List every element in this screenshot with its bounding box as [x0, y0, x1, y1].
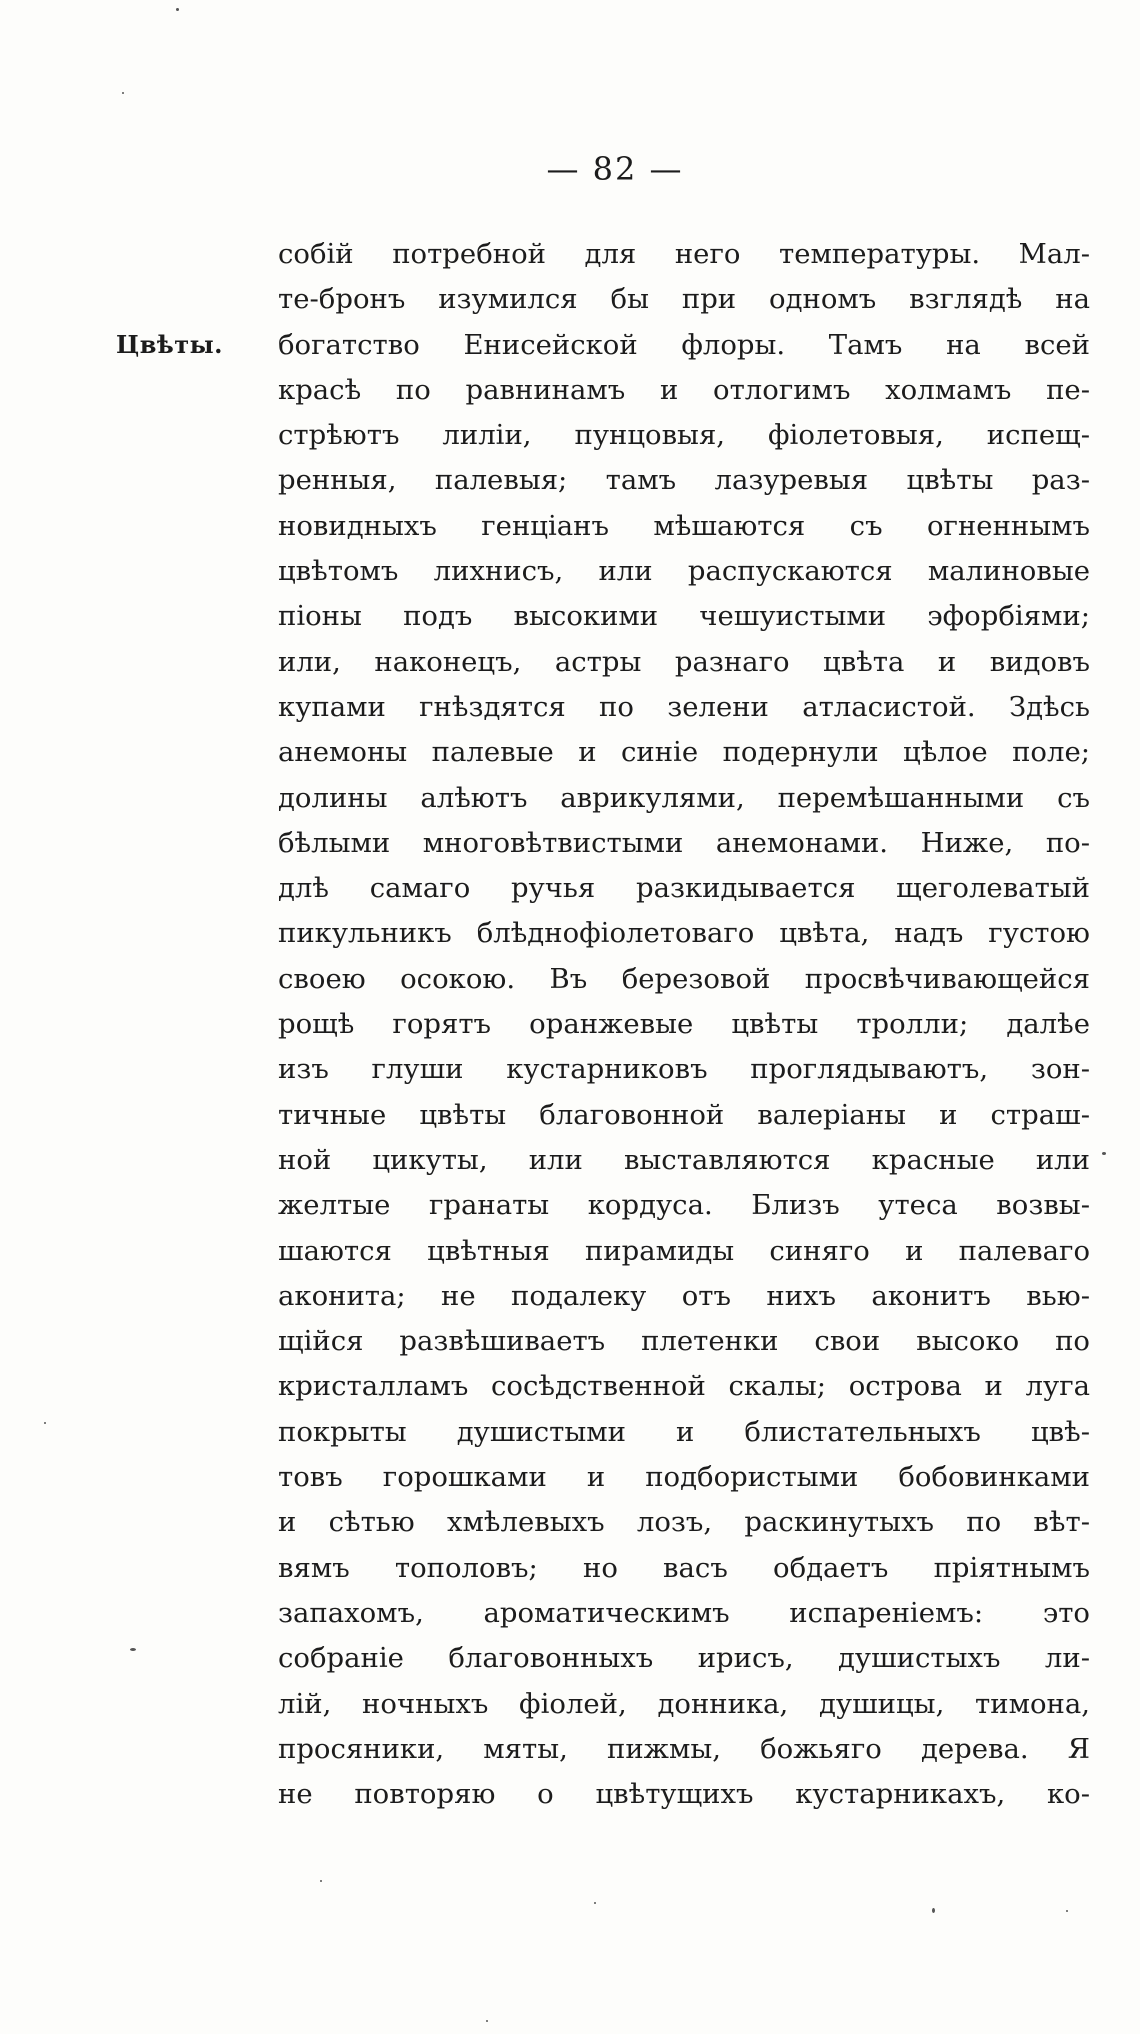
text-line: ной цикуты, или выставляются красные или: [278, 1143, 1090, 1176]
text-line: новидныхъ генціанъ мѣшаются съ огненнымъ: [278, 509, 1090, 542]
text-line: покрыты душистыми и блистательныхъ цвѣ-: [278, 1415, 1090, 1448]
text-line: собій потребной для него температуры. Мал-: [278, 238, 1090, 270]
text-line: запахомъ, ароматическимъ испареніемъ: это: [278, 1596, 1090, 1629]
text-line: длѣ самаго ручья разкидывается щеголеватый: [278, 872, 1090, 905]
text-line: анемоны палевые и синіе подернули цѣлое поле;: [278, 736, 1090, 769]
text-line: щійся развѣшиваетъ плетенки свои высоко по: [278, 1325, 1090, 1358]
text-line: своею осокою. Въ березовой просвѣчивающейся: [278, 962, 1090, 995]
text-line: рощѣ горятъ оранжевые цвѣты тролли; далѣе: [278, 1008, 1090, 1041]
text-line: товъ горошками и подбористыми бобовинками: [278, 1461, 1090, 1494]
text-line: просяники, мяты, пижмы, божьяго дерева. Я: [278, 1732, 1090, 1765]
scan-speck: [122, 92, 124, 94]
text-line: пикульникъ блѣднофіолетоваго цвѣта, надъ густою: [278, 917, 1090, 950]
scan-speck: [1066, 1910, 1068, 1912]
scan-speck: [486, 2020, 488, 2022]
text-line: красѣ по равнинамъ и отлогимъ холмамъ пе-: [278, 373, 1090, 406]
text-line: долины алѣютъ аврикулями, перемѣшанными съ: [278, 781, 1090, 814]
text-line: тичные цвѣты благовонной валеріаны и страш-: [278, 1098, 1090, 1131]
text-line: бѣлыми многовѣтвистыми анемонами. Ниже, по-: [278, 826, 1090, 859]
text-line: ренныя, палевыя; тамъ лазуревыя цвѣты раз-: [278, 464, 1090, 497]
scan-speck: [176, 8, 179, 11]
text-line: цвѣтомъ лихнисъ, или распускаются малиновые: [278, 555, 1090, 588]
text-line: богатство Енисейской флоры. Тамъ на всей: [278, 328, 1090, 361]
text-line: купами гнѣздятся по зелени атласистой. Здѣсь: [278, 690, 1090, 723]
margin-note: Цвѣты.: [116, 330, 224, 359]
scan-speck: [44, 1422, 46, 1424]
scan-speck: [320, 1880, 322, 1882]
text-line: лій, ночныхъ фіолей, донника, душицы, тимона,: [278, 1687, 1090, 1720]
text-line: вямъ тополовъ; но васъ обдаетъ пріятнымъ: [278, 1551, 1090, 1584]
text-line: и сѣтью хмѣлевыхъ лозъ, раскинутыхъ по вѣт-: [278, 1506, 1090, 1539]
scan-speck: [932, 1908, 935, 1913]
text-line: шаются цвѣтныя пирамиды синяго и палеваго: [278, 1234, 1090, 1267]
scan-speck: [130, 1648, 136, 1651]
text-line: піоны подъ высокими чешуистыми эфорбіями;: [278, 600, 1090, 633]
text-line: не повторяю о цвѣтущихъ кустарникахъ, ко-: [278, 1778, 1090, 1811]
text-line: желтые гранаты кордуса. Близъ утеса возвы-: [278, 1189, 1090, 1222]
text-line: или, наконецъ, астры разнаго цвѣта и видовъ: [278, 645, 1090, 678]
text-line: изъ глуши кустарниковъ проглядываютъ, зон-: [278, 1053, 1090, 1086]
scan-speck: [1102, 1152, 1106, 1155]
scan-speck: [594, 1902, 596, 1904]
text-line: аконита; не подалеку отъ нихъ аконитъ вью-: [278, 1279, 1090, 1312]
text-line: собраніе благовонныхъ ирисъ, душистыхъ ли-: [278, 1642, 1090, 1675]
page-number: — 82 —: [546, 150, 684, 188]
text-line: кристалламъ сосѣдственной скалы; острова и луга: [278, 1370, 1090, 1403]
text-line: те-бронъ изумился бы при одномъ взглядѣ на: [278, 283, 1090, 316]
body-text: [278, 232, 1090, 1817]
text-line: стрѣютъ лиліи, пунцовыя, фіолетовыя, испещ-: [278, 419, 1090, 452]
